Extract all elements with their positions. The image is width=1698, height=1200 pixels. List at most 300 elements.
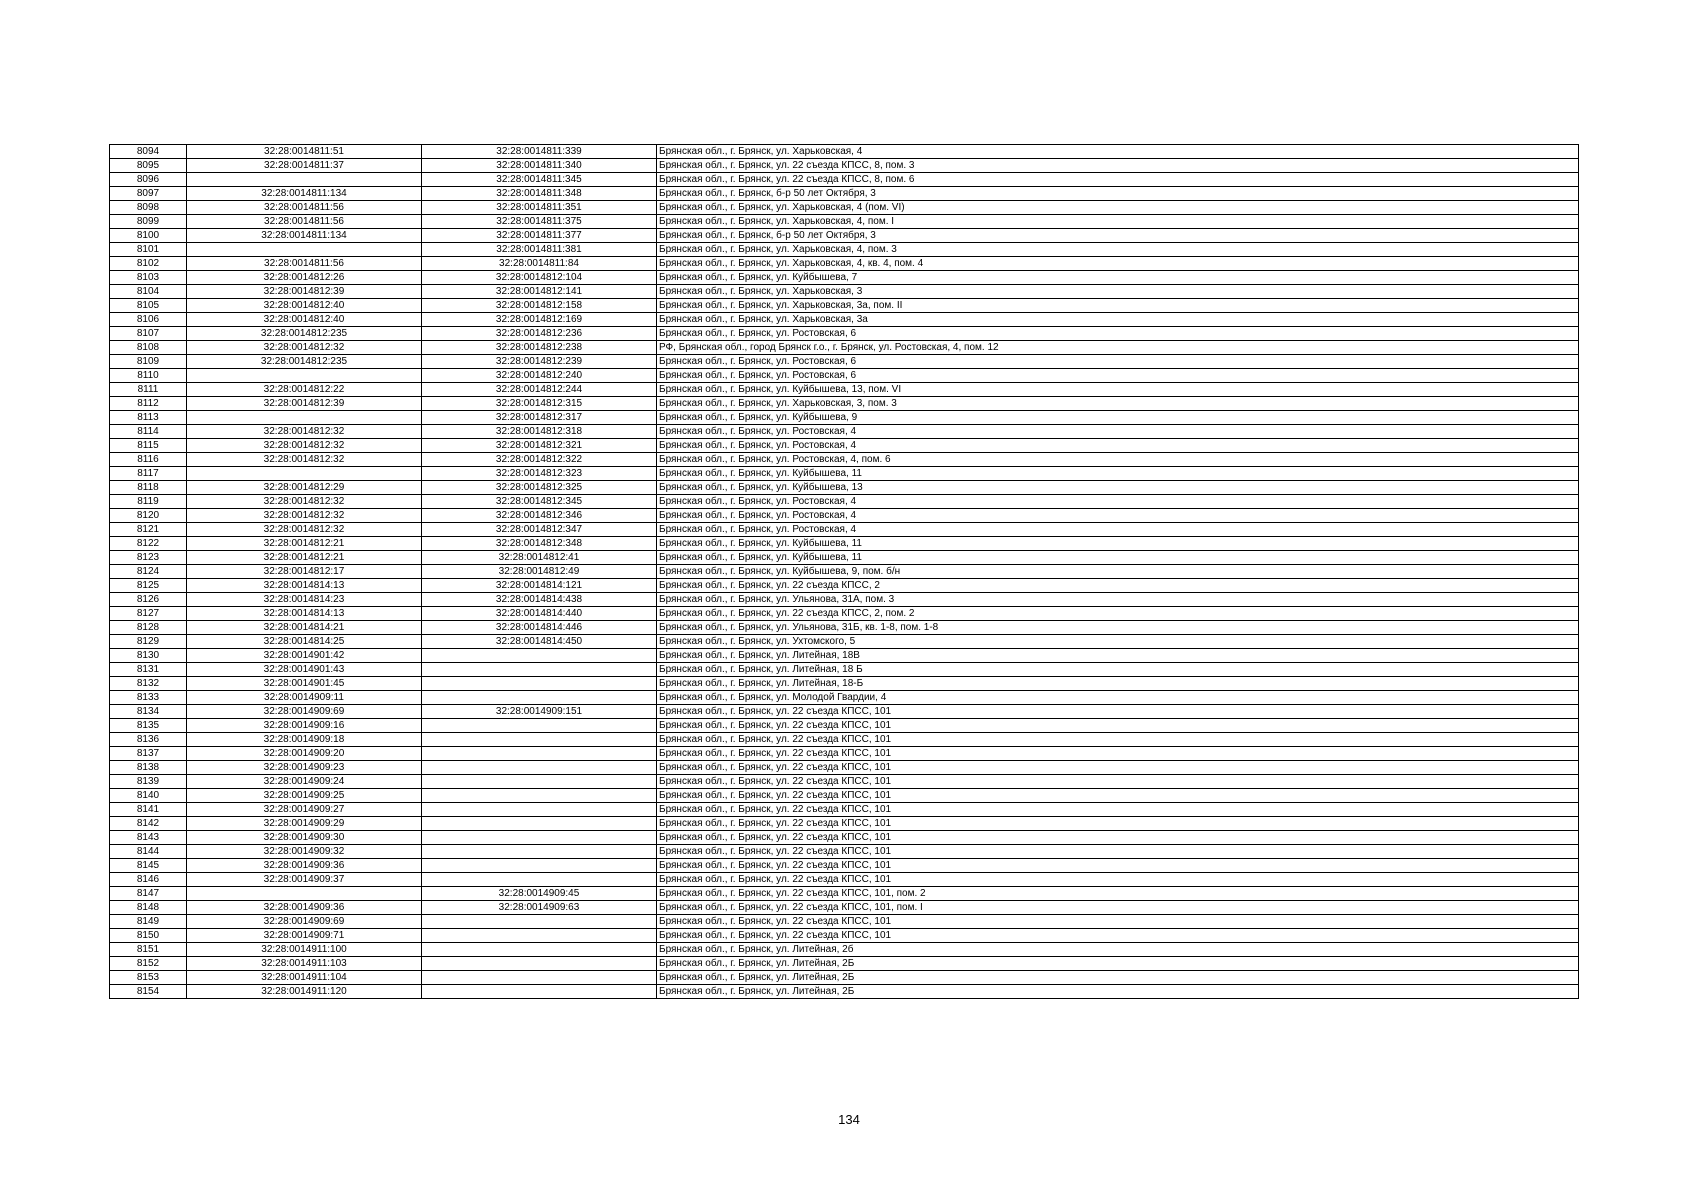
land-cadastral-number-cell: 32:28:0014812:17 xyxy=(187,565,422,579)
row-number-cell: 8140 xyxy=(110,789,187,803)
object-cadastral-number-cell: 32:28:0014812:158 xyxy=(422,299,657,313)
table-body xyxy=(110,145,1579,999)
land-cadastral-number-cell: 32:28:0014911:120 xyxy=(187,985,422,999)
row-number-cell: 8110 xyxy=(110,369,187,383)
address-cell: Брянская обл., г. Брянск, ул. 22 съезда КПСС, 101 xyxy=(657,929,1579,943)
land-cadastral-number-cell: 32:28:0014814:13 xyxy=(187,579,422,593)
address-cell: Брянская обл., г. Брянск, ул. Литейная, 18-Б xyxy=(657,677,1579,691)
address-cell: Брянская обл., г. Брянск, ул. 22 съезда КПСС, 2, пом. 2 xyxy=(657,607,1579,621)
row-number-cell: 8114 xyxy=(110,425,187,439)
row-number-cell: 8113 xyxy=(110,411,187,425)
table-row xyxy=(110,229,1579,243)
land-cadastral-number-cell: 32:28:0014909:27 xyxy=(187,803,422,817)
row-number-cell: 8136 xyxy=(110,733,187,747)
table-row xyxy=(110,271,1579,285)
land-cadastral-number-cell: 32:28:0014812:32 xyxy=(187,425,422,439)
object-cadastral-number-cell: 32:28:0014812:317 xyxy=(422,411,657,425)
object-cadastral-number-cell: 32:28:0014811:348 xyxy=(422,187,657,201)
land-cadastral-number-cell: 32:28:0014909:25 xyxy=(187,789,422,803)
table-row xyxy=(110,761,1579,775)
row-number-cell: 8154 xyxy=(110,985,187,999)
row-number-cell: 8119 xyxy=(110,495,187,509)
row-number-cell: 8101 xyxy=(110,243,187,257)
row-number-cell: 8112 xyxy=(110,397,187,411)
table-row xyxy=(110,747,1579,761)
land-cadastral-number-cell: 32:28:0014811:56 xyxy=(187,201,422,215)
object-cadastral-number-cell: 32:28:0014812:240 xyxy=(422,369,657,383)
address-cell: Брянская обл., г. Брянск, ул. Литейная, 2б xyxy=(657,943,1579,957)
object-cadastral-number-cell xyxy=(422,747,657,761)
table-row xyxy=(110,495,1579,509)
table-row xyxy=(110,173,1579,187)
land-cadastral-number-cell: 32:28:0014909:69 xyxy=(187,915,422,929)
land-cadastral-number-cell: 32:28:0014901:42 xyxy=(187,649,422,663)
row-number-cell: 8145 xyxy=(110,859,187,873)
object-cadastral-number-cell: 32:28:0014812:347 xyxy=(422,523,657,537)
row-number-cell: 8150 xyxy=(110,929,187,943)
table-row xyxy=(110,467,1579,481)
object-cadastral-number-cell xyxy=(422,677,657,691)
address-cell: Брянская обл., г. Брянск, ул. Молодой Гвардии, 4 xyxy=(657,691,1579,705)
row-number-cell: 8147 xyxy=(110,887,187,901)
table-row xyxy=(110,145,1579,159)
object-cadastral-number-cell: 32:28:0014811:377 xyxy=(422,229,657,243)
address-cell: Брянская обл., г. Брянск, ул. 22 съезда КПСС, 101 xyxy=(657,761,1579,775)
address-cell: Брянская обл., г. Брянск, ул. Куйбышева, 11 xyxy=(657,467,1579,481)
table-row xyxy=(110,565,1579,579)
address-cell: Брянская обл., г. Брянск, ул. 22 съезда КПСС, 101 xyxy=(657,803,1579,817)
object-cadastral-number-cell: 32:28:0014812:41 xyxy=(422,551,657,565)
row-number-cell: 8098 xyxy=(110,201,187,215)
table-row xyxy=(110,551,1579,565)
land-cadastral-number-cell: 32:28:0014911:103 xyxy=(187,957,422,971)
table-row xyxy=(110,537,1579,551)
row-number-cell: 8124 xyxy=(110,565,187,579)
page-number: 134 xyxy=(838,1112,860,1127)
object-cadastral-number-cell: 32:28:0014812:49 xyxy=(422,565,657,579)
address-cell: Брянская обл., г. Брянск, ул. Литейная, 18 Б xyxy=(657,663,1579,677)
land-cadastral-number-cell: 32:28:0014909:20 xyxy=(187,747,422,761)
object-cadastral-number-cell: 32:28:0014812:104 xyxy=(422,271,657,285)
land-cadastral-number-cell xyxy=(187,173,422,187)
table-row xyxy=(110,369,1579,383)
land-cadastral-number-cell: 32:28:0014814:13 xyxy=(187,607,422,621)
table-row xyxy=(110,705,1579,719)
land-cadastral-number-cell xyxy=(187,467,422,481)
address-cell: Брянская обл., г. Брянск, ул. Куйбышева, 11 xyxy=(657,551,1579,565)
row-number-cell: 8121 xyxy=(110,523,187,537)
object-cadastral-number-cell: 32:28:0014812:169 xyxy=(422,313,657,327)
object-cadastral-number-cell xyxy=(422,761,657,775)
address-cell: Брянская обл., г. Брянск, ул. Харьковская, 3а xyxy=(657,313,1579,327)
address-cell: Брянская обл., г. Брянск, ул. Литейная, 2Б xyxy=(657,971,1579,985)
land-cadastral-number-cell: 32:28:0014909:30 xyxy=(187,831,422,845)
land-cadastral-number-cell: 32:28:0014909:36 xyxy=(187,859,422,873)
address-cell: Брянская обл., г. Брянск, ул. 22 съезда КПСС, 101 xyxy=(657,733,1579,747)
table-row xyxy=(110,859,1579,873)
table-row xyxy=(110,817,1579,831)
address-cell: Брянская обл., г. Брянск, ул. Харьковская, 4, пом. 3 xyxy=(657,243,1579,257)
land-cadastral-number-cell: 32:28:0014909:11 xyxy=(187,691,422,705)
table-row xyxy=(110,901,1579,915)
table-row xyxy=(110,383,1579,397)
row-number-cell: 8094 xyxy=(110,145,187,159)
object-cadastral-number-cell xyxy=(422,971,657,985)
table-row xyxy=(110,523,1579,537)
land-cadastral-number-cell: 32:28:0014911:104 xyxy=(187,971,422,985)
table-row xyxy=(110,397,1579,411)
row-number-cell: 8151 xyxy=(110,943,187,957)
address-cell: Брянская обл., г. Брянск, ул. Ростовская, 6 xyxy=(657,369,1579,383)
row-number-cell: 8115 xyxy=(110,439,187,453)
address-cell: Брянская обл., г. Брянск, ул. Куйбышева, 13, пом. VI xyxy=(657,383,1579,397)
address-cell: Брянская обл., г. Брянск, ул. 22 съезда КПСС, 8, пом. 3 xyxy=(657,159,1579,173)
table-row xyxy=(110,887,1579,901)
table-row xyxy=(110,593,1579,607)
object-cadastral-number-cell xyxy=(422,985,657,999)
land-cadastral-number-cell: 32:28:0014901:45 xyxy=(187,677,422,691)
object-cadastral-number-cell: 32:28:0014814:440 xyxy=(422,607,657,621)
object-cadastral-number-cell: 32:28:0014812:323 xyxy=(422,467,657,481)
object-cadastral-number-cell: 32:28:0014812:141 xyxy=(422,285,657,299)
address-cell: Брянская обл., г. Брянск, ул. Харьковская, 3 xyxy=(657,285,1579,299)
land-cadastral-number-cell: 32:28:0014812:22 xyxy=(187,383,422,397)
table-row xyxy=(110,831,1579,845)
object-cadastral-number-cell: 32:28:0014811:340 xyxy=(422,159,657,173)
table-row xyxy=(110,719,1579,733)
land-cadastral-number-cell: 32:28:0014812:21 xyxy=(187,537,422,551)
row-number-cell: 8149 xyxy=(110,915,187,929)
table-row xyxy=(110,845,1579,859)
object-cadastral-number-cell: 32:28:0014812:348 xyxy=(422,537,657,551)
table-row xyxy=(110,775,1579,789)
table-row xyxy=(110,243,1579,257)
table-row xyxy=(110,649,1579,663)
object-cadastral-number-cell xyxy=(422,859,657,873)
address-cell: Брянская обл., г. Брянск, ул. Ростовская, 4 xyxy=(657,495,1579,509)
address-cell: Брянская обл., г. Брянск, ул. 22 съезда КПСС, 101 xyxy=(657,789,1579,803)
address-cell: Брянская обл., г. Брянск, ул. Ульянова, 31А, пом. 3 xyxy=(657,593,1579,607)
row-number-cell: 8128 xyxy=(110,621,187,635)
address-cell: Брянская обл., г. Брянск, ул. 22 съезда КПСС, 101 xyxy=(657,719,1579,733)
land-cadastral-number-cell: 32:28:0014909:18 xyxy=(187,733,422,747)
table-row xyxy=(110,257,1579,271)
object-cadastral-number-cell xyxy=(422,719,657,733)
object-cadastral-number-cell xyxy=(422,957,657,971)
address-cell: РФ, Брянская обл., город Брянск г.о., г. Брянск, ул. Ростовская, 4, пом. 12 xyxy=(657,341,1579,355)
row-number-cell: 8123 xyxy=(110,551,187,565)
row-number-cell: 8142 xyxy=(110,817,187,831)
object-cadastral-number-cell: 32:28:0014812:239 xyxy=(422,355,657,369)
table-row xyxy=(110,663,1579,677)
table-row xyxy=(110,327,1579,341)
address-cell: Брянская обл., г. Брянск, ул. Ростовская, 4 xyxy=(657,509,1579,523)
object-cadastral-number-cell: 32:28:0014811:339 xyxy=(422,145,657,159)
land-cadastral-number-cell: 32:28:0014814:25 xyxy=(187,635,422,649)
land-cadastral-number-cell: 32:28:0014811:37 xyxy=(187,159,422,173)
row-number-cell: 8134 xyxy=(110,705,187,719)
object-cadastral-number-cell: 32:28:0014812:325 xyxy=(422,481,657,495)
table-row xyxy=(110,677,1579,691)
table-row xyxy=(110,411,1579,425)
land-cadastral-number-cell: 32:28:0014909:24 xyxy=(187,775,422,789)
row-number-cell: 8097 xyxy=(110,187,187,201)
row-number-cell: 8111 xyxy=(110,383,187,397)
row-number-cell: 8108 xyxy=(110,341,187,355)
object-cadastral-number-cell: 32:28:0014812:244 xyxy=(422,383,657,397)
object-cadastral-number-cell: 32:28:0014814:121 xyxy=(422,579,657,593)
land-cadastral-number-cell: 32:28:0014909:23 xyxy=(187,761,422,775)
address-cell: Брянская обл., г. Брянск, ул. 22 съезда КПСС, 8, пом. 6 xyxy=(657,173,1579,187)
object-cadastral-number-cell: 32:28:0014812:322 xyxy=(422,453,657,467)
address-cell: Брянская обл., г. Брянск, ул. Ульянова, 31Б, кв. 1-8, пом. 1-8 xyxy=(657,621,1579,635)
row-number-cell: 8096 xyxy=(110,173,187,187)
address-cell: Брянская обл., г. Брянск, ул. Харьковская, 3а, пом. II xyxy=(657,299,1579,313)
object-cadastral-number-cell xyxy=(422,929,657,943)
row-number-cell: 8118 xyxy=(110,481,187,495)
object-cadastral-number-cell: 32:28:0014811:345 xyxy=(422,173,657,187)
object-cadastral-number-cell xyxy=(422,943,657,957)
table-row xyxy=(110,985,1579,999)
row-number-cell: 8138 xyxy=(110,761,187,775)
row-number-cell: 8126 xyxy=(110,593,187,607)
row-number-cell: 8127 xyxy=(110,607,187,621)
land-cadastral-number-cell: 32:28:0014811:56 xyxy=(187,215,422,229)
row-number-cell: 8104 xyxy=(110,285,187,299)
row-number-cell: 8116 xyxy=(110,453,187,467)
land-cadastral-number-cell: 32:28:0014812:235 xyxy=(187,355,422,369)
address-cell: Брянская обл., г. Брянск, ул. 22 съезда КПСС, 101 xyxy=(657,845,1579,859)
row-number-cell: 8153 xyxy=(110,971,187,985)
address-cell: Брянская обл., г. Брянск, ул. Ростовская, 6 xyxy=(657,327,1579,341)
object-cadastral-number-cell: 32:28:0014909:151 xyxy=(422,705,657,719)
land-cadastral-number-cell: 32:28:0014812:32 xyxy=(187,439,422,453)
land-cadastral-number-cell: 32:28:0014812:39 xyxy=(187,285,422,299)
table-row xyxy=(110,159,1579,173)
row-number-cell: 8103 xyxy=(110,271,187,285)
land-cadastral-number-cell: 32:28:0014812:39 xyxy=(187,397,422,411)
address-cell: Брянская обл., г. Брянск, ул. Ростовская, 4 xyxy=(657,425,1579,439)
land-cadastral-number-cell: 32:28:0014812:32 xyxy=(187,453,422,467)
address-cell: Брянская обл., г. Брянск, б-р 50 лет Октября, 3 xyxy=(657,229,1579,243)
object-cadastral-number-cell: 32:28:0014811:351 xyxy=(422,201,657,215)
land-cadastral-number-cell: 32:28:0014909:16 xyxy=(187,719,422,733)
row-number-cell: 8137 xyxy=(110,747,187,761)
object-cadastral-number-cell: 32:28:0014814:438 xyxy=(422,593,657,607)
land-cadastral-number-cell: 32:28:0014811:56 xyxy=(187,257,422,271)
table-row xyxy=(110,607,1579,621)
row-number-cell: 8122 xyxy=(110,537,187,551)
address-cell: Брянская обл., г. Брянск, ул. 22 съезда КПСС, 101 xyxy=(657,705,1579,719)
address-cell: Брянская обл., г. Брянск, ул. Куйбышева, 11 xyxy=(657,537,1579,551)
table-row xyxy=(110,873,1579,887)
table-row xyxy=(110,341,1579,355)
address-cell: Брянская обл., г. Брянск, ул. Ростовская, 4, пом. 6 xyxy=(657,453,1579,467)
table-row xyxy=(110,481,1579,495)
table-row xyxy=(110,201,1579,215)
land-cadastral-number-cell: 32:28:0014909:29 xyxy=(187,817,422,831)
table-row xyxy=(110,215,1579,229)
row-number-cell: 8132 xyxy=(110,677,187,691)
table-row xyxy=(110,915,1579,929)
address-cell: Брянская обл., г. Брянск, ул. 22 съезда КПСС, 2 xyxy=(657,579,1579,593)
row-number-cell: 8106 xyxy=(110,313,187,327)
table-row xyxy=(110,957,1579,971)
address-cell: Брянская обл., г. Брянск, ул. 22 съезда КПСС, 101, пом. 2 xyxy=(657,887,1579,901)
row-number-cell: 8117 xyxy=(110,467,187,481)
address-cell: Брянская обл., г. Брянск, ул. Куйбышева, 9, пом. б/н xyxy=(657,565,1579,579)
land-cadastral-number-cell: 32:28:0014812:235 xyxy=(187,327,422,341)
land-cadastral-number-cell: 32:28:0014812:40 xyxy=(187,299,422,313)
object-cadastral-number-cell: 32:28:0014812:346 xyxy=(422,509,657,523)
land-cadastral-number-cell: 32:28:0014812:32 xyxy=(187,509,422,523)
address-cell: Брянская обл., г. Брянск, ул. 22 съезда КПСС, 101 xyxy=(657,915,1579,929)
object-cadastral-number-cell xyxy=(422,789,657,803)
land-cadastral-number-cell: 32:28:0014812:32 xyxy=(187,341,422,355)
land-cadastral-number-cell: 32:28:0014909:32 xyxy=(187,845,422,859)
row-number-cell: 8109 xyxy=(110,355,187,369)
object-cadastral-number-cell xyxy=(422,873,657,887)
row-number-cell: 8125 xyxy=(110,579,187,593)
object-cadastral-number-cell: 32:28:0014812:238 xyxy=(422,341,657,355)
table-row xyxy=(110,803,1579,817)
address-cell: Брянская обл., г. Брянск, ул. Харьковская, 4, кв. 4, пом. 4 xyxy=(657,257,1579,271)
land-cadastral-number-cell xyxy=(187,369,422,383)
object-cadastral-number-cell xyxy=(422,817,657,831)
row-number-cell: 8131 xyxy=(110,663,187,677)
row-number-cell: 8133 xyxy=(110,691,187,705)
object-cadastral-number-cell: 32:28:0014814:450 xyxy=(422,635,657,649)
address-cell: Брянская обл., г. Брянск, ул. Литейная, 2Б xyxy=(657,957,1579,971)
address-cell: Брянская обл., г. Брянск, ул. Харьковская, 4 xyxy=(657,145,1579,159)
land-cadastral-number-cell: 32:28:0014811:134 xyxy=(187,187,422,201)
row-number-cell: 8144 xyxy=(110,845,187,859)
table-row xyxy=(110,439,1579,453)
row-number-cell: 8141 xyxy=(110,803,187,817)
cadastral-table xyxy=(109,144,1579,999)
row-number-cell: 8102 xyxy=(110,257,187,271)
object-cadastral-number-cell: 32:28:0014811:84 xyxy=(422,257,657,271)
address-cell: Брянская обл., г. Брянск, ул. Куйбышева, 9 xyxy=(657,411,1579,425)
row-number-cell: 8152 xyxy=(110,957,187,971)
land-cadastral-number-cell: 32:28:0014901:43 xyxy=(187,663,422,677)
object-cadastral-number-cell xyxy=(422,649,657,663)
address-cell: Брянская обл., г. Брянск, ул. Ухтомского, 5 xyxy=(657,635,1579,649)
row-number-cell: 8107 xyxy=(110,327,187,341)
table-row xyxy=(110,187,1579,201)
table-row xyxy=(110,971,1579,985)
table-row xyxy=(110,621,1579,635)
address-cell: Брянская обл., г. Брянск, ул. 22 съезда КПСС, 101 xyxy=(657,817,1579,831)
land-cadastral-number-cell: 32:28:0014812:26 xyxy=(187,271,422,285)
table-row xyxy=(110,509,1579,523)
object-cadastral-number-cell: 32:28:0014909:45 xyxy=(422,887,657,901)
table-row xyxy=(110,789,1579,803)
row-number-cell: 8139 xyxy=(110,775,187,789)
table-row xyxy=(110,425,1579,439)
address-cell: Брянская обл., г. Брянск, б-р 50 лет Октября, 3 xyxy=(657,187,1579,201)
table-row xyxy=(110,299,1579,313)
land-cadastral-number-cell xyxy=(187,411,422,425)
address-cell: Брянская обл., г. Брянск, ул. 22 съезда КПСС, 101, пом. I xyxy=(657,901,1579,915)
table-row xyxy=(110,635,1579,649)
land-cadastral-number-cell: 32:28:0014911:100 xyxy=(187,943,422,957)
address-cell: Брянская обл., г. Брянск, ул. Литейная, 18В xyxy=(657,649,1579,663)
object-cadastral-number-cell xyxy=(422,831,657,845)
object-cadastral-number-cell: 32:28:0014812:318 xyxy=(422,425,657,439)
object-cadastral-number-cell xyxy=(422,775,657,789)
address-cell: Брянская обл., г. Брянск, ул. 22 съезда КПСС, 101 xyxy=(657,873,1579,887)
table-row xyxy=(110,579,1579,593)
land-cadastral-number-cell: 32:28:0014811:134 xyxy=(187,229,422,243)
row-number-cell: 8099 xyxy=(110,215,187,229)
object-cadastral-number-cell: 32:28:0014812:236 xyxy=(422,327,657,341)
address-cell: Брянская обл., г. Брянск, ул. 22 съезда КПСС, 101 xyxy=(657,859,1579,873)
row-number-cell: 8148 xyxy=(110,901,187,915)
land-cadastral-number-cell: 32:28:0014811:51 xyxy=(187,145,422,159)
row-number-cell: 8135 xyxy=(110,719,187,733)
row-number-cell: 8143 xyxy=(110,831,187,845)
row-number-cell: 8100 xyxy=(110,229,187,243)
land-cadastral-number-cell: 32:28:0014812:29 xyxy=(187,481,422,495)
address-cell: Брянская обл., г. Брянск, ул. 22 съезда КПСС, 101 xyxy=(657,831,1579,845)
address-cell: Брянская обл., г. Брянск, ул. 22 съезда КПСС, 101 xyxy=(657,747,1579,761)
object-cadastral-number-cell xyxy=(422,691,657,705)
address-cell: Брянская обл., г. Брянск, ул. Литейная, 2Б xyxy=(657,985,1579,999)
land-cadastral-number-cell: 32:28:0014812:40 xyxy=(187,313,422,327)
object-cadastral-number-cell: 32:28:0014909:63 xyxy=(422,901,657,915)
object-cadastral-number-cell xyxy=(422,663,657,677)
land-cadastral-number-cell: 32:28:0014812:32 xyxy=(187,523,422,537)
land-cadastral-number-cell: 32:28:0014909:69 xyxy=(187,705,422,719)
row-number-cell: 8129 xyxy=(110,635,187,649)
address-cell: Брянская обл., г. Брянск, ул. Куйбышева, 13 xyxy=(657,481,1579,495)
table-row xyxy=(110,691,1579,705)
row-number-cell: 8105 xyxy=(110,299,187,313)
object-cadastral-number-cell xyxy=(422,803,657,817)
address-cell: Брянская обл., г. Брянск, ул. Харьковская, 3, пом. 3 xyxy=(657,397,1579,411)
object-cadastral-number-cell: 32:28:0014814:446 xyxy=(422,621,657,635)
land-cadastral-number-cell xyxy=(187,887,422,901)
address-cell: Брянская обл., г. Брянск, ул. 22 съезда КПСС, 101 xyxy=(657,775,1579,789)
object-cadastral-number-cell: 32:28:0014812:321 xyxy=(422,439,657,453)
table-row xyxy=(110,943,1579,957)
address-cell: Брянская обл., г. Брянск, ул. Харьковская, 4 (пом. VI) xyxy=(657,201,1579,215)
row-number-cell: 8130 xyxy=(110,649,187,663)
object-cadastral-number-cell xyxy=(422,733,657,747)
object-cadastral-number-cell xyxy=(422,915,657,929)
land-cadastral-number-cell xyxy=(187,243,422,257)
land-cadastral-number-cell: 32:28:0014814:23 xyxy=(187,593,422,607)
row-number-cell: 8120 xyxy=(110,509,187,523)
row-number-cell: 8095 xyxy=(110,159,187,173)
land-cadastral-number-cell: 32:28:0014814:21 xyxy=(187,621,422,635)
object-cadastral-number-cell: 32:28:0014812:345 xyxy=(422,495,657,509)
land-cadastral-number-cell: 32:28:0014909:36 xyxy=(187,901,422,915)
table-row xyxy=(110,313,1579,327)
table-row xyxy=(110,453,1579,467)
land-cadastral-number-cell: 32:28:0014909:37 xyxy=(187,873,422,887)
land-cadastral-number-cell: 32:28:0014909:71 xyxy=(187,929,422,943)
object-cadastral-number-cell: 32:28:0014812:315 xyxy=(422,397,657,411)
address-cell: Брянская обл., г. Брянск, ул. Ростовская, 4 xyxy=(657,523,1579,537)
land-cadastral-number-cell: 32:28:0014812:32 xyxy=(187,495,422,509)
object-cadastral-number-cell: 32:28:0014811:381 xyxy=(422,243,657,257)
table-row xyxy=(110,929,1579,943)
table-row xyxy=(110,355,1579,369)
address-cell: Брянская обл., г. Брянск, ул. Ростовская, 6 xyxy=(657,355,1579,369)
address-cell: Брянская обл., г. Брянск, ул. Харьковская, 4, пом. I xyxy=(657,215,1579,229)
